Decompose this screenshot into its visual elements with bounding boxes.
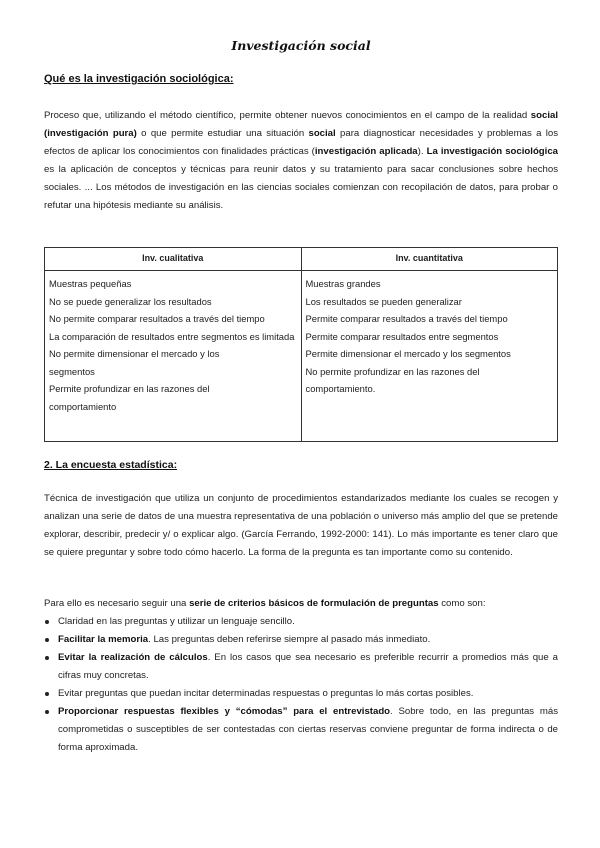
bold-segment: social (investigación pura) (44, 110, 558, 139)
list-item: Muestras pequeñas (49, 278, 132, 289)
bold-segment: serie de criterios básicos de formulación de preguntas (189, 598, 439, 609)
bold-segment: La investigación sociológica (426, 146, 559, 157)
list-item: No se puede generalizar los resultados (49, 295, 212, 307)
section2-paragraph: Técnica de investigación que utiliza un conjunto de procedimientos estandarizados mediante los cuales se recogen y analizan una serie de datos de una muestra representativa de una población o universo más amplio del que se pretende explorar, describir, predecir y/ o explicar algo. (García Ferrando, 1992-2000: 141). Lo más importante es tener claro que se quiere preguntar y sobre todo cómo hacerlo. La forma de la pregunta es tan importante como su contenido. (44, 493, 558, 558)
list-item (44, 703, 558, 757)
criteria-list (44, 613, 558, 757)
text-segment: . Las preguntas deben referirse siempre al pasado más inmediato. (148, 634, 431, 645)
section2-heading: 2. La encuesta estadística: (44, 459, 178, 471)
list-item (44, 685, 558, 703)
bold-segment: Evitar la realización de cálculos (58, 652, 208, 663)
list-item: No permite comparar resultados a través del tiempo (49, 313, 265, 324)
list-item: Permite comparar resultados a través del tiempo (305, 313, 508, 324)
comparison-table (44, 247, 558, 442)
cell-cualitativa (45, 271, 302, 442)
list-item: Permite comparar resultados entre segmentos (305, 330, 499, 342)
bold-segment: social (308, 128, 336, 139)
table-row (45, 271, 558, 442)
list-item: No permite dimensionar el mercado y los segmentos (49, 348, 220, 377)
text-segment: Para ello es necesario seguir una (44, 598, 190, 609)
list-item: Muestras grandes (305, 278, 381, 289)
header-cualitativa: Inv. cualitativa (45, 248, 302, 271)
list-item (44, 613, 558, 631)
list-item: Permite profundizar en las razones del comportamiento (49, 383, 210, 412)
text-segment: o que permite estudiar una situación (136, 128, 309, 139)
table-header-row (45, 248, 558, 271)
list-item: Los resultados se pueden generalizar (305, 295, 462, 307)
text-segment: Claridad en las preguntas y utilizar un lenguaje sencillo. (58, 616, 295, 627)
list-item (44, 631, 558, 649)
criteria-block (44, 595, 558, 757)
text-segment: ). (417, 146, 427, 157)
bold-segment: investigación aplicada (314, 146, 418, 157)
list-item (44, 649, 558, 685)
document-title: Investigación social (231, 38, 371, 53)
section1-heading: Qué es la investigación sociológica: (44, 73, 234, 85)
text-segment: Evitar preguntas que puedan incitar determinadas respuestas o preguntas lo más cortas posibles. (58, 688, 474, 699)
text-segment: para diagnosticar necesidades y problemas a los efectos de aplicar los conocimientos con finalidades prácticas ( (44, 128, 558, 157)
text-segment: Proceso que, utilizando el método científico, permite obtener nuevos conocimientos en el campo de la realidad (44, 110, 531, 121)
text-segment: es la aplicación de conceptos y técnicas para reunir datos y su tratamiento para sacar conclusiones sobre hechos sociales. ... Los métodos de investigación en las ciencias sociales comienzan con recopilación de datos, para probar o refutar una hipótesis mediante su análisis. (44, 164, 558, 211)
header-cuantitativa: Inv. cuantitativa (301, 248, 558, 271)
text-segment: . Sobre todo, en las preguntas más comprometidas o susceptibles de ser contestadas con ciertas reservas conviene preguntar de forma indirecta o de forma aproximada. (58, 706, 559, 753)
bold-segment: Facilitar la memoria (58, 634, 149, 645)
text-segment: como son: (438, 598, 486, 609)
list-item: La comparación de resultados entre segmentos es limitada (49, 330, 295, 342)
text-segment: . En los casos que sea necesario es preferible recurrir a promedios más que a cifras muy concretas. (58, 652, 558, 681)
list-item: No permite profundizar en las razones del comportamiento. (305, 365, 480, 394)
list-item: Permite dimensionar el mercado y los segmentos (305, 348, 511, 359)
section1-paragraph (44, 107, 558, 215)
criteria-intro (44, 595, 558, 613)
cell-cuantitativa (301, 271, 558, 442)
bold-segment: Proporcionar respuestas flexibles y “cómodas” para el entrevistado (58, 706, 391, 717)
